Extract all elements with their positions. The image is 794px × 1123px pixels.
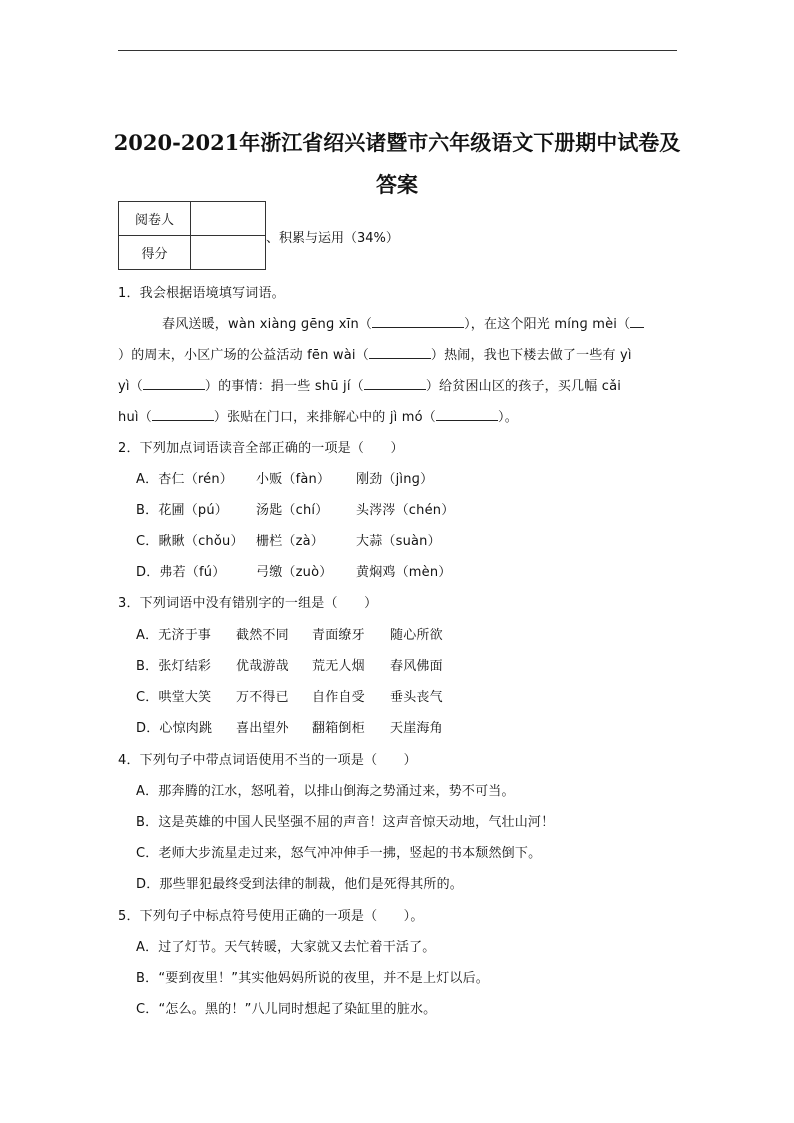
q5-option-a[interactable]: A．过了灯节。天气转暖，大家就又去忙着干活了。 — [136, 940, 436, 955]
section-heading: 、积累与运用（34%） — [266, 231, 399, 246]
reviewer-label: 阅卷人 — [119, 202, 191, 236]
option-word: 春风佛面 — [390, 659, 443, 674]
option-word: 头涔涔（chén） — [356, 503, 455, 518]
score-label: 得分 — [119, 236, 191, 270]
q1-line-4 — [118, 406, 518, 425]
q3-option-b[interactable]: B．张灯结彩 — [136, 659, 212, 674]
option-word: 弓缴（zuò） — [256, 565, 333, 580]
option-word: 天崖海角 — [390, 721, 443, 736]
q4-stem: 4．下列句子中带点词语使用不当的一项是（ ） — [118, 753, 417, 768]
q1-text: huì（ — [118, 410, 152, 425]
option-word: 大蒜（suàn） — [356, 534, 441, 549]
q1-text: ），在这个阳光 mínɡ mèi（ — [464, 317, 631, 332]
option-word: 青面缭牙 — [312, 628, 365, 643]
option-word: 黄焖鸡（mèn） — [356, 565, 452, 580]
answer-blank[interactable] — [369, 346, 431, 359]
q5-stem: 5．下列句子中标点符号使用正确的一项是（ ）。 — [118, 909, 424, 924]
option-word: 截然不同 — [236, 628, 289, 643]
answer-blank[interactable] — [630, 315, 644, 328]
score-field[interactable] — [191, 236, 266, 270]
answer-blank[interactable] — [143, 377, 205, 390]
answer-blank[interactable] — [436, 408, 498, 421]
q4-option-d[interactable]: D．那些罪犯最终受到法律的制裁，他们是死得其所的。 — [136, 877, 464, 892]
option-word: 栅栏（zà） — [256, 534, 324, 549]
answer-blank[interactable] — [152, 408, 214, 421]
q3-stem: 3．下列词语中没有错别字的一组是（ ） — [118, 596, 378, 611]
q4-option-b[interactable]: B．这是英雄的中国人民坚强不屈的声音！这声音惊天动地，气壮山河！ — [136, 815, 555, 830]
option-word: 垂头丧气 — [390, 690, 443, 705]
page-title: 2020-2021年浙江省绍兴诸暨市六年级语文下册期中试卷及 — [113, 130, 681, 155]
reviewer-field[interactable] — [191, 202, 266, 236]
option-word: 荒无人烟 — [312, 659, 365, 674]
q1-text: 春风送暖，wàn xiànɡ ɡēnɡ xīn（ — [162, 317, 373, 332]
q2-option-c[interactable]: C．瞅瞅（chǒu） — [136, 534, 244, 549]
answer-blank[interactable] — [364, 377, 426, 390]
page-title-continued: 答案 — [376, 172, 418, 197]
option-word: 优哉游哉 — [236, 659, 289, 674]
option-word: 喜出望外 — [236, 721, 289, 736]
q1-text: ）张贴在门口，来排解心中的 jì mó（ — [213, 410, 436, 425]
option-word: 自作自受 — [312, 690, 365, 705]
option-word: 翻箱倒柜 — [312, 721, 365, 736]
option-word: 小贩（fàn） — [256, 472, 331, 487]
q2-option-a[interactable]: A．杏仁（rén） — [136, 472, 233, 487]
q1-text: yì（ — [118, 379, 143, 394]
q3-option-c[interactable]: C．哄堂大笑 — [136, 690, 212, 705]
q1-stem: 1．我会根据语境填写词语。 — [118, 286, 285, 301]
q4-option-a[interactable]: A．那奔腾的江水，怒吼着，以排山倒海之势涌过来，势不可当。 — [136, 784, 515, 799]
q5-option-b[interactable]: B．“要到夜里！”其实他妈妈所说的夜里，并不是上灯以后。 — [136, 971, 489, 986]
header-rule — [118, 50, 677, 51]
option-word: 随心所欲 — [390, 628, 443, 643]
q1-line-2 — [118, 344, 632, 363]
option-word: 万不得已 — [236, 690, 289, 705]
answer-blank[interactable] — [372, 315, 464, 328]
q2-option-d[interactable]: D．弗若（fú） — [136, 565, 226, 580]
option-word: 汤匙（chí） — [256, 503, 329, 518]
q1-text: ）的事情：捐一些 shū jí（ — [204, 379, 364, 394]
q5-option-c[interactable]: C．“怎么。黑的！”八儿同时想起了染缸里的脏水。 — [136, 1002, 437, 1017]
q1-text: ）给贫困山区的孩子，买几幅 cǎi — [425, 379, 622, 394]
q2-option-b[interactable]: B．花圃（pú） — [136, 503, 229, 518]
q1-text: ）的周末，小区广场的公益活动 fēn wài（ — [118, 348, 369, 363]
q1-text: ）。 — [498, 410, 518, 425]
q1-line-3 — [118, 375, 621, 394]
q2-stem: 2．下列加点词语读音全部正确的一项是（ ） — [118, 441, 404, 456]
q4-option-c[interactable]: C．老师大步流星走过来，怒气冲冲伸手一拂，竖起的书本颓然倒下。 — [136, 846, 542, 861]
score-table — [118, 201, 266, 270]
q1-line-1 — [162, 313, 644, 332]
q3-option-a[interactable]: A．无济于事 — [136, 628, 212, 643]
q1-text: ）热闹，我也下楼去做了一些有 yì — [430, 348, 632, 363]
q3-option-d[interactable]: D．心惊肉跳 — [136, 721, 213, 736]
option-word: 刚劲（jìnɡ） — [356, 472, 434, 487]
